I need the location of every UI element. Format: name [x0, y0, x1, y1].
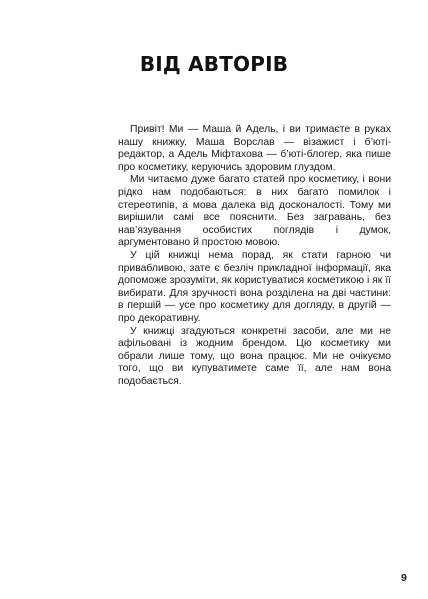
paragraph-motivation: Ми читаємо дуже багато статей про косметику, і вони рідко нам подобаються: в них багато помилок і стереотипів, а мова далека від досконалості. Тому ми вирішили самі все пояснити. Без загравань, без нав’язування особистих поглядів і думок, аргументовано й простою мовою.: [118, 174, 391, 249]
page-title: ВІД АВТОРІВ: [139, 52, 289, 76]
paragraph-greeting: Привіт! Ми — Маша й Адель, і ви тримаєте в руках нашу книжку. Маша Ворслав — візажист і б’юті-редактор, а Адель Міфтахова — б’юті-блогер, яка пише про косметику, керуючись здоровим глуздом.: [118, 124, 391, 173]
page-number: 9: [401, 572, 407, 584]
body-text: [118, 124, 391, 388]
paragraph-book-structure: У цій книжці нема порад, як стати гарною чи привабливою, зате є безліч прикладної інформації, яка допоможе зрозуміти, як користуватися косметикою і як її вибирати. Для зручності вона розділена на дві частини: в першій — усе про косметику для догляду, в другій — про декоративну.: [118, 249, 391, 324]
paragraph-disclaimer: У книжці згадуються конкретні засоби, але ми не афільовані із жодним брендом. Цю косметику ми обрали лише тому, що вона працює. Ми не очікуємо того, що ви купуватимете саме її, але нам вона подобається.: [118, 325, 391, 387]
